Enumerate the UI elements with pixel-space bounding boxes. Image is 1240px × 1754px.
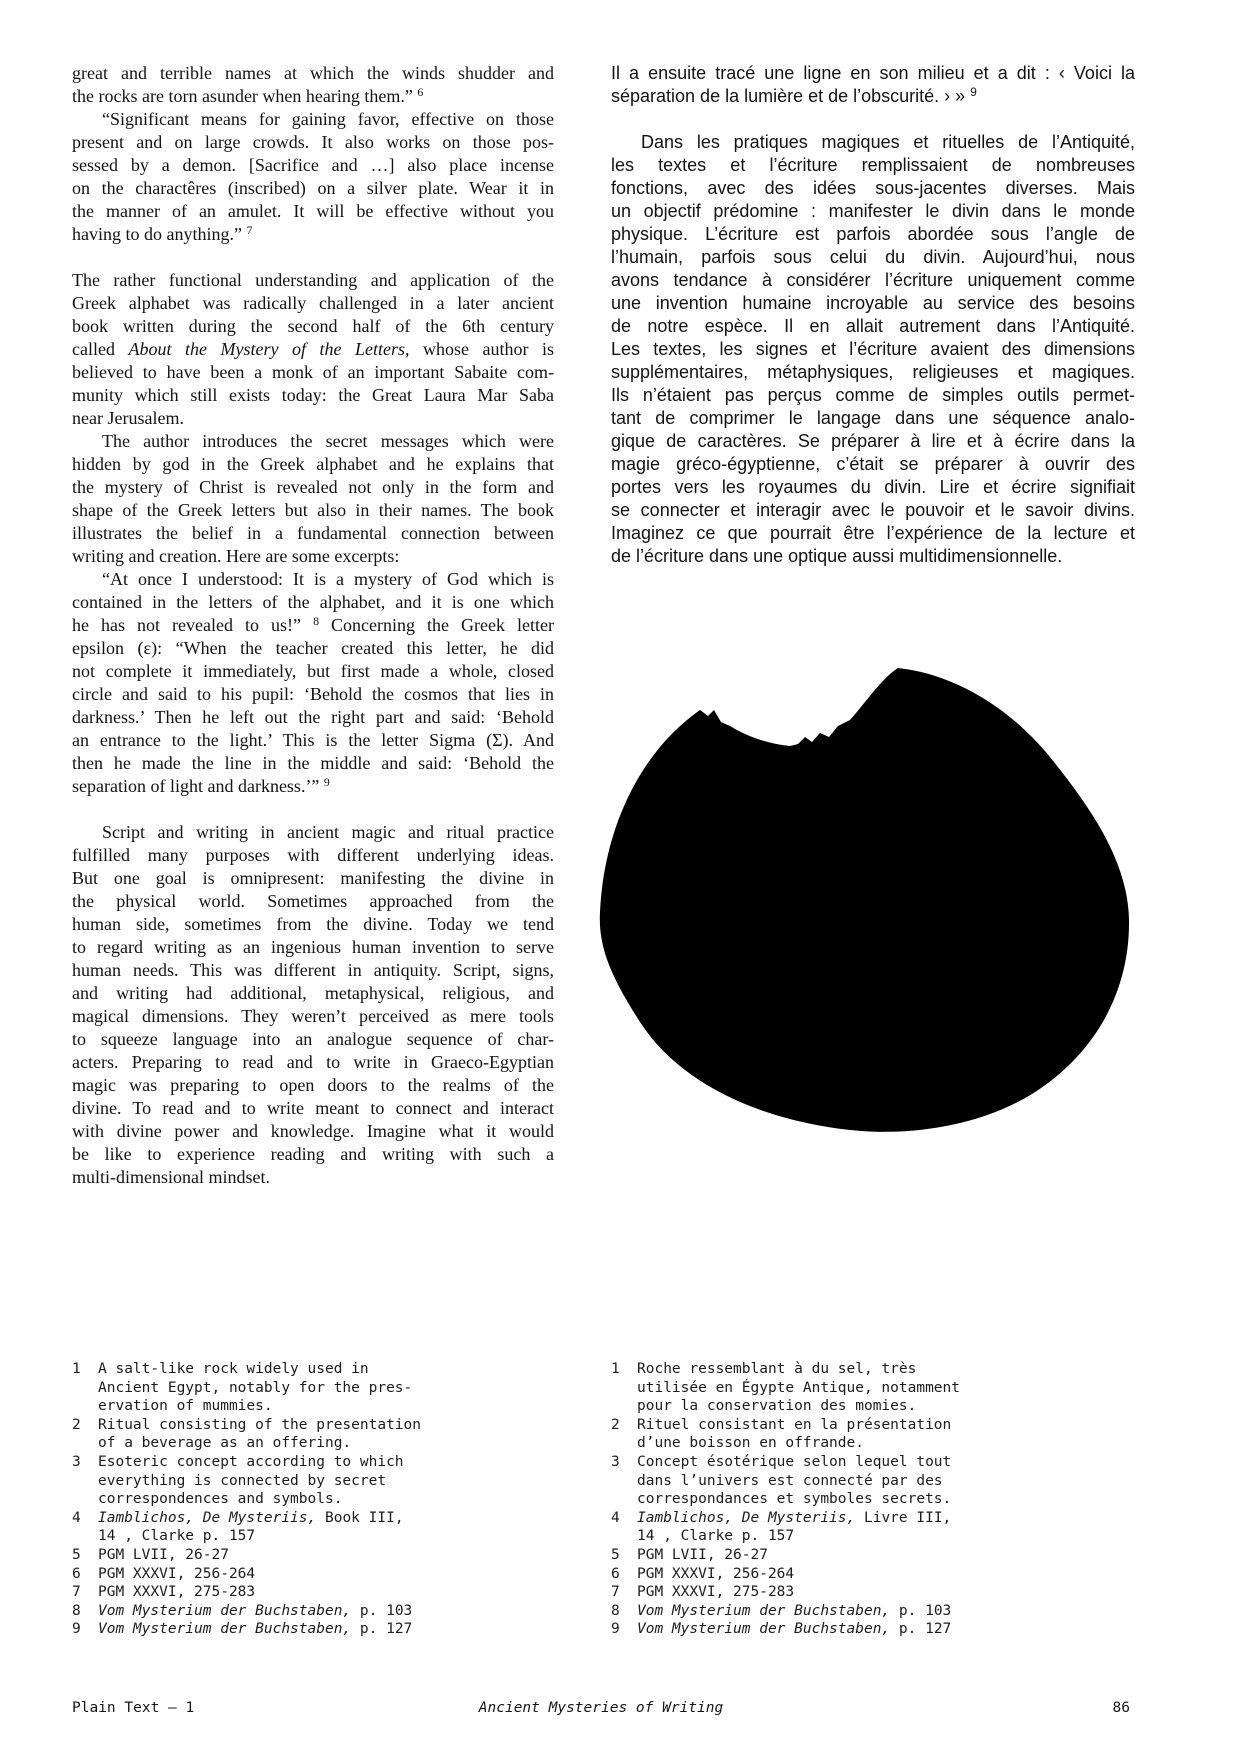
- paragraph: [72, 269, 554, 430]
- text-line: physique. L’écriture est parfois abordée sous l’angle de: [611, 224, 1135, 244]
- text-line: portes vers les royaumes du divin. Lire et écrire signifiait: [611, 477, 1135, 497]
- footnote-line: PGM XXXVI, 256-264: [98, 1565, 256, 1582]
- ink-blot-illustration: [598, 660, 1133, 1135]
- footnote-line: PGM LVII, 26-27: [637, 1546, 768, 1563]
- footnote-line: 14 , Clarke p. 157: [637, 1528, 795, 1545]
- footnote-number: 8: [72, 1602, 81, 1619]
- footnote-item: [611, 1509, 1101, 1546]
- text-line: not complete it immediately, but first made a whole, closed: [72, 661, 554, 681]
- text-line: the mystery of Christ is revealed not only in the form and: [72, 477, 554, 497]
- footnote-number: 7: [72, 1584, 81, 1601]
- footnote-line: 14 , Clarke p. 157: [98, 1528, 256, 1545]
- footnote-text: [98, 1453, 542, 1509]
- text-line: The author introduces the secret messages which were: [102, 431, 554, 451]
- text-line: contained in the letters of the alphabet, and it is one which: [72, 592, 554, 612]
- text-line: writing and creation. Here are some excerpts:: [72, 546, 400, 566]
- text-line: illustrates the belief in a fundamental connection between: [72, 523, 554, 543]
- footnote-text: [637, 1509, 1101, 1546]
- text-line: gique de caractères. Se préparer à lire et à écrire dans la: [611, 431, 1135, 451]
- footnote-text: [98, 1416, 542, 1453]
- footer-article-title: Ancient Mysteries of Writing: [478, 1700, 724, 1716]
- footnote-item: [611, 1620, 1101, 1639]
- footnote-item: [611, 1546, 1101, 1565]
- text-line: to squeeze language into an analogue sequence of char-: [72, 1029, 554, 1049]
- footnote-number: 7: [611, 1584, 620, 1601]
- paragraph: [72, 430, 554, 568]
- text-line: circle and said to his pupil: ‘Behold the cosmos that lies in: [72, 684, 554, 704]
- text-line: present and on large crowds. It also works on those pos-: [72, 132, 554, 152]
- text-line: then he made the line in the middle and said: ‘Behold the: [72, 753, 554, 773]
- text-line: Script and writing in ancient magic and ritual practice: [102, 822, 554, 842]
- footnote-number: 5: [72, 1546, 81, 1563]
- text-line: human side, sometimes from the divine. Today we tend: [72, 914, 554, 934]
- ink-blot-shape: [600, 668, 1129, 1132]
- paragraph: [72, 108, 554, 246]
- text-line: “At once I understood: It is a mystery of God which is: [102, 569, 554, 589]
- footnote-text: [637, 1416, 1101, 1453]
- text-line: having to do anything.” $^7$: [72, 223, 253, 244]
- text-line: Les textes, les signes et l’écriture avaient des dimensions: [611, 339, 1135, 359]
- text-line: de notre espèce. Il en allait autrement dans l’Antiquité.: [611, 316, 1135, 336]
- footnote-line: Vom Mysterium der Buchstaben, p. 127: [637, 1621, 952, 1638]
- footer-publication-label: Plain Text – 1: [72, 1700, 195, 1716]
- text-line: se connecter et interagir avec le pouvoir et le savoir divins.: [611, 500, 1135, 520]
- footnote-number: 6: [72, 1565, 81, 1582]
- text-line: the manner of an amulet. It will be effective without you: [72, 201, 554, 221]
- text-line: to regard writing as an ingenious human invention to serve: [72, 937, 554, 957]
- footnote-text: [637, 1360, 1101, 1416]
- text-line: believed to have been a monk of an important Sabaite com-: [72, 362, 554, 382]
- text-line: hidden by god in the Greek alphabet and he explains that: [72, 454, 554, 474]
- footnote-text: [637, 1565, 1101, 1584]
- footnote-line: pour la conservation des momies.: [637, 1398, 917, 1415]
- text-line: supplémentaires, métaphysiques, religieuses et magiques.: [611, 362, 1135, 382]
- footnote-item: [72, 1360, 542, 1416]
- text-line: avons tendance à considérer l’écriture uniquement comme: [611, 270, 1135, 290]
- footnote-line: utilisée en Égypte Antique, notamment: [637, 1379, 961, 1396]
- footnote-text: [98, 1602, 542, 1621]
- footnote-line: Vom Mysterium der Buchstaben, p. 127: [98, 1621, 413, 1638]
- page-footer: [72, 1700, 1130, 1722]
- footnote-line: of a beverage as an offering.: [98, 1435, 352, 1452]
- footnote-item: [72, 1546, 542, 1565]
- text-line: Ils n’étaient pas perçus comme de simples outils permet-: [611, 385, 1135, 405]
- footnote-item: [611, 1416, 1101, 1453]
- footnote-line: Roche ressemblant à du sel, très: [637, 1361, 917, 1377]
- footnote-item: [72, 1416, 542, 1453]
- footnote-number: 2: [72, 1416, 81, 1433]
- text-line: and writing had additional, metaphysical, religious, and: [72, 983, 554, 1003]
- text-line: called About the Mystery of the Letters, whose author is: [72, 339, 554, 359]
- text-line: magical dimensions. They weren’t perceived as mere tools: [72, 1006, 554, 1026]
- footnote-text: [98, 1546, 542, 1565]
- text-line: acters. Preparing to read and to write in Graeco-Egyptian: [72, 1052, 554, 1072]
- footnote-item: [611, 1453, 1101, 1509]
- footnote-number: 4: [72, 1509, 81, 1526]
- text-line: on the charactêres (inscribed) on a silver plate. Wear it in: [72, 178, 554, 198]
- paragraph-gap: [72, 246, 554, 269]
- text-line: séparation de la lumière et de l’obscurité. › » $^9$: [611, 85, 977, 106]
- paragraph-gap: [611, 108, 1135, 131]
- text-line: near Jerusalem.: [72, 408, 184, 428]
- text-line: the physical world. Sometimes approached from the: [72, 891, 554, 911]
- footnote-line: Ancient Egypt, notably for the pres-: [98, 1379, 413, 1396]
- footnote-number: 1: [611, 1361, 620, 1377]
- footnote-line: PGM XXXVI, 256-264: [637, 1565, 795, 1582]
- footnote-item: [72, 1453, 542, 1509]
- text-line: Dans les pratiques magiques et rituelles de l’Antiquité,: [641, 132, 1135, 152]
- paragraph: [611, 62, 1135, 108]
- footnote-line: Concept ésotérique selon lequel tout: [637, 1453, 952, 1470]
- footnote-line: everything is connected by secret: [98, 1472, 387, 1489]
- footnote-text: [98, 1583, 542, 1602]
- footnote-line: Ritual consisting of the presentation: [98, 1416, 422, 1433]
- footnote-number: 5: [611, 1546, 620, 1563]
- text-line: human needs. This was different in antiquity. Script, signs,: [72, 960, 554, 980]
- text-line: Greek alphabet was radically challenged in a later ancient: [72, 293, 554, 313]
- text-line: les textes et l’écriture remplissaient de nombreuses: [611, 155, 1135, 175]
- footnote-number: 3: [611, 1453, 620, 1470]
- footnote-line: Esoteric concept according to which: [98, 1453, 404, 1470]
- english-text-column: [72, 62, 554, 1189]
- text-line: be like to experience reading and writing with such a: [72, 1144, 554, 1164]
- text-line: l’humain, parfois sous celui du divin. Aujourd’hui, nous: [611, 247, 1135, 267]
- text-line: epsilon (ε): “When the teacher created this letter, he did: [72, 638, 554, 658]
- footnote-item: [611, 1602, 1101, 1621]
- footnote-line: Rituel consistant en la présentation: [637, 1416, 952, 1433]
- footnote-line: PGM XXXVI, 275-283: [637, 1584, 795, 1601]
- text-line: great and terrible names at which the winds shudder and: [72, 63, 554, 83]
- footnote-text: [637, 1620, 1101, 1639]
- text-line: The rather functional understanding and application of the: [72, 270, 554, 290]
- footnote-line: Iamblichos, De Mysteriis, Livre III,: [637, 1509, 952, 1526]
- text-line: tant de comprimer le langage dans une séquence analo-: [611, 408, 1135, 428]
- footnote-line: A salt-like rock widely used in: [98, 1361, 369, 1377]
- text-line: de l’écriture dans une optique aussi multidimensionnelle.: [611, 546, 1063, 566]
- footnote-line: PGM LVII, 26-27: [98, 1546, 229, 1563]
- text-line: une invention humaine incroyable au service des besoins: [611, 293, 1135, 313]
- footnote-number: 1: [72, 1361, 81, 1377]
- paragraph: [72, 568, 554, 798]
- footnote-line: PGM XXXVI, 275-283: [98, 1584, 256, 1601]
- text-line: multi-dimensional mindset.: [72, 1167, 270, 1187]
- text-line: Imaginez ce que pourrait être l’expérience de la lecture et: [611, 523, 1135, 543]
- footnote-text: [637, 1453, 1101, 1509]
- footnote-text: [98, 1620, 542, 1639]
- footnote-line: Vom Mysterium der Buchstaben, p. 103: [98, 1602, 413, 1619]
- text-line: “Significant means for gaining favor, effective on those: [102, 109, 554, 129]
- footnote-line: Vom Mysterium der Buchstaben, p. 103: [637, 1602, 952, 1619]
- paragraph: [611, 131, 1135, 568]
- text-line: sessed by a demon. [Sacrifice and …] also place incense: [72, 155, 554, 175]
- footnote-item: [72, 1583, 542, 1602]
- text-line: darkness.’ Then he left out the right part and said: ‘Behold: [72, 707, 554, 727]
- footnote-item: [72, 1620, 542, 1639]
- french-text-column: [611, 62, 1135, 568]
- footnote-number: 9: [611, 1621, 620, 1638]
- footnote-item: [72, 1565, 542, 1584]
- footnote-line: ervation of mummies.: [98, 1398, 273, 1415]
- footnote-text: [98, 1565, 542, 1584]
- footnote-text: [637, 1583, 1101, 1602]
- footnote-number: 2: [611, 1416, 620, 1433]
- paragraph-gap: [72, 798, 554, 821]
- text-line: the rocks are torn asunder when hearing them.” $^6$: [72, 85, 424, 106]
- footnote-number: 6: [611, 1565, 620, 1582]
- footnote-line: correspondances et symboles secrets.: [637, 1491, 952, 1508]
- text-line: magic was preparing to open doors to the realms of the: [72, 1075, 554, 1095]
- text-line: book written during the second half of the 6th century: [72, 316, 554, 336]
- text-line: But one goal is omnipresent: manifesting the divine in: [72, 868, 554, 888]
- text-line: fonctions, avec des idées sous-jacentes diverses. Mais: [611, 178, 1135, 198]
- footnote-number: 4: [611, 1509, 620, 1526]
- footnotes-french: [611, 1360, 1101, 1639]
- footnote-number: 9: [72, 1621, 81, 1638]
- footer-page-number: 86: [1112, 1700, 1130, 1716]
- footnote-text: [98, 1509, 542, 1546]
- footnote-line: d’une boisson en offrande.: [637, 1435, 864, 1452]
- text-line: separation of light and darkness.’” $^9$: [72, 775, 330, 796]
- footnote-number: 3: [72, 1453, 81, 1470]
- footnotes-english: [72, 1360, 542, 1639]
- text-line: un objectif prédomine : manifester le divin dans le monde: [611, 201, 1135, 221]
- footnote-text: [637, 1602, 1101, 1621]
- footnote-number: 8: [611, 1602, 620, 1619]
- footnote-item: [72, 1602, 542, 1621]
- text-line: an entrance to the light.’ This is the letter Sigma (Σ). And: [72, 730, 554, 750]
- text-line: magie gréco-égyptienne, c’était se préparer à ouvrir des: [611, 454, 1135, 474]
- paragraph: [72, 821, 554, 1189]
- footnote-item: [611, 1565, 1101, 1584]
- text-line: fulfilled many purposes with different underlying ideas.: [72, 845, 554, 865]
- footnote-item: [611, 1583, 1101, 1602]
- text-line: munity which still exists today: the Great Laura Mar Saba: [72, 385, 554, 405]
- footnote-line: correspondences and symbols.: [98, 1491, 343, 1508]
- text-line: Il a ensuite tracé une ligne en son milieu et a dit : ‹ Voici la: [611, 63, 1135, 83]
- footnote-text: [637, 1546, 1101, 1565]
- footnote-line: dans l’univers est connecté par des: [637, 1472, 943, 1489]
- footnote-line: Iamblichos, De Mysteriis, Book III,: [98, 1509, 404, 1526]
- paragraph: [72, 62, 554, 108]
- footnote-text: [98, 1360, 542, 1416]
- text-line: shape of the Greek letters but also in their names. The book: [72, 500, 554, 520]
- text-line: he has not revealed to us!” $^8$ Concerning the Greek letter: [72, 614, 554, 635]
- text-line: divine. To read and to write meant to connect and interact: [72, 1098, 554, 1118]
- text-line: with divine power and knowledge. Imagine what it would: [72, 1121, 554, 1141]
- footnote-item: [611, 1360, 1101, 1416]
- footnote-item: [72, 1509, 542, 1546]
